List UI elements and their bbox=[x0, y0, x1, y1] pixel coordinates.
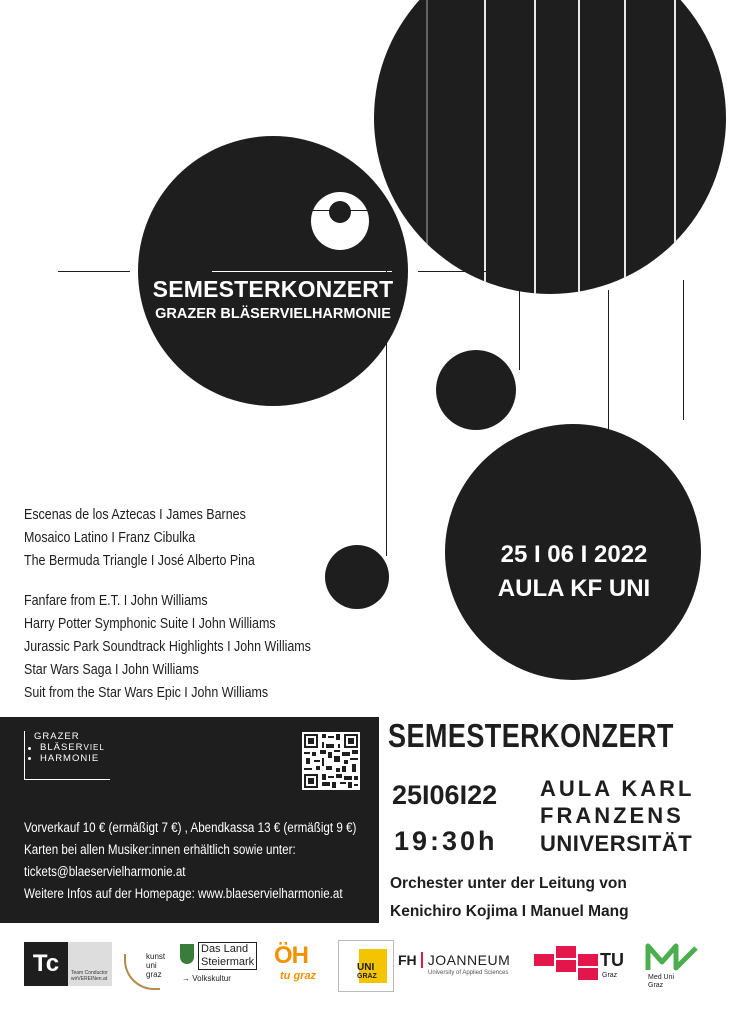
unigraz-line1: UNI bbox=[357, 962, 375, 973]
info-orchestra-line2: Kenichiro Kojima I Manuel Mang bbox=[390, 903, 629, 920]
homepage-link[interactable]: Weitere Infos auf der Homepage: www.blaeservielharmonie.at bbox=[24, 886, 343, 901]
info-title: SEMESTERKONZERT bbox=[388, 717, 674, 754]
ensemble-logo-line2b: VIEL bbox=[83, 743, 105, 752]
kunstuni-line2: uni bbox=[146, 961, 157, 970]
fh-name: JOANNEUM bbox=[427, 952, 511, 968]
ensemble-logo bbox=[24, 731, 105, 764]
tc-sub2: wirVEREINen.at bbox=[71, 976, 108, 982]
oeh-sub: tu graz bbox=[280, 970, 317, 982]
tc-sub1: Team Conductor bbox=[71, 970, 108, 976]
ensemble-logo-line3: HARMONIE bbox=[40, 753, 100, 764]
vertical-line-2 bbox=[519, 290, 520, 370]
sponsor-logos bbox=[0, 940, 730, 1000]
tugraz-line2: Graz bbox=[602, 972, 618, 979]
team-conductor-logo bbox=[24, 942, 112, 988]
ensemble-logo-line1: GRAZER bbox=[34, 731, 80, 742]
program-group-2 bbox=[24, 590, 311, 705]
unigraz-line2: GRAZ bbox=[357, 973, 377, 980]
program-item: Suit from the Star Wars Epic I John Williams bbox=[24, 685, 269, 701]
info-date: 25I06I22 bbox=[392, 780, 498, 810]
program-item: Escenas de los Aztecas I James Barnes bbox=[24, 507, 246, 523]
program-item: Mosaico Latino I Franz Cibulka bbox=[24, 530, 196, 546]
event-venue: AULA KF UNI bbox=[497, 575, 651, 602]
program-item: Harry Potter Symphonic Suite I John Williams bbox=[24, 616, 276, 632]
land-line2: Steiermark bbox=[201, 956, 255, 968]
kunstuni-logo bbox=[120, 944, 170, 990]
oeh-tugraz-logo bbox=[274, 942, 328, 988]
ticket-email-link[interactable]: tickets@blaeservielharmonie.at bbox=[24, 864, 186, 879]
right-horizontal-line bbox=[418, 271, 490, 272]
info-orchestra-line1: Orchester unter der Leitung von bbox=[390, 875, 627, 892]
hero-title: SEMESTERKONZERT bbox=[152, 276, 394, 302]
ensemble-logo-line2: BLÄSER bbox=[40, 742, 84, 753]
fh-joanneum-logo bbox=[398, 952, 528, 982]
program-group-1 bbox=[24, 504, 255, 573]
fh-sub: University of Applied Sciences bbox=[428, 970, 509, 976]
oeh-mark: ÖH bbox=[274, 942, 308, 969]
left-horizontal-line bbox=[58, 271, 130, 272]
vertical-line-3 bbox=[608, 290, 609, 440]
meduni-mark bbox=[644, 942, 700, 972]
land-line1: Das Land bbox=[201, 943, 249, 955]
unigraz-logo bbox=[338, 940, 394, 992]
info-place-line2: FRANZENS bbox=[540, 803, 684, 828]
fh-mark: FH bbox=[398, 952, 417, 968]
eye-pupil bbox=[329, 201, 351, 223]
ticket-availability: Karten bei allen Musiker:innen erhältlich sowie unter: bbox=[24, 842, 296, 857]
meduni-logo bbox=[644, 942, 714, 992]
hero-subtitle: GRAZER BLÄSERVIELHARMONIE bbox=[155, 306, 391, 322]
event-date: 25 I 06 I 2022 bbox=[500, 541, 648, 568]
small-circle-left bbox=[325, 545, 389, 609]
inner-horizontal-line bbox=[212, 271, 392, 272]
ticket-prices: Vorverkauf 10 € (ermäßigt 7 €) , Abendkassa 13 € (ermäßigt 9 €) bbox=[24, 820, 357, 835]
program-item: The Bermuda Triangle I José Alberto Pina bbox=[24, 553, 255, 569]
info-time: 19:30h bbox=[394, 826, 498, 856]
qr-code-image bbox=[302, 732, 360, 790]
info-place-line3: UNIVERSITÄT bbox=[540, 831, 693, 856]
meduni-line2: Graz bbox=[648, 982, 664, 989]
vertical-line-1 bbox=[386, 208, 387, 556]
program-item: Star Wars Saga I John Williams bbox=[24, 662, 199, 678]
program-item: Fanfare from E.T. I John Williams bbox=[24, 593, 208, 609]
meduni-line1: Med Uni bbox=[648, 974, 675, 981]
tugraz-mark bbox=[534, 946, 598, 982]
info-place-line1: AULA KARL bbox=[540, 776, 695, 801]
kunstuni-line1: kunst bbox=[146, 952, 166, 961]
small-circle-middle bbox=[436, 350, 516, 430]
tugraz-line1: TU bbox=[600, 950, 624, 970]
tc-mark: Tc bbox=[24, 942, 68, 986]
eye-line bbox=[298, 210, 386, 211]
tugraz-logo bbox=[534, 944, 638, 988]
large-circle-top-right bbox=[374, 0, 726, 294]
event-date-venue bbox=[440, 538, 708, 606]
kunstuni-line3: graz bbox=[146, 970, 162, 979]
program-item: Jurassic Park Soundtrack Highlights I John Williams bbox=[24, 639, 311, 655]
land-line3: → Volkskultur bbox=[182, 974, 231, 983]
land-steiermark-logo bbox=[180, 942, 260, 988]
qr-code[interactable] bbox=[302, 732, 360, 790]
vertical-line-4 bbox=[683, 280, 684, 420]
